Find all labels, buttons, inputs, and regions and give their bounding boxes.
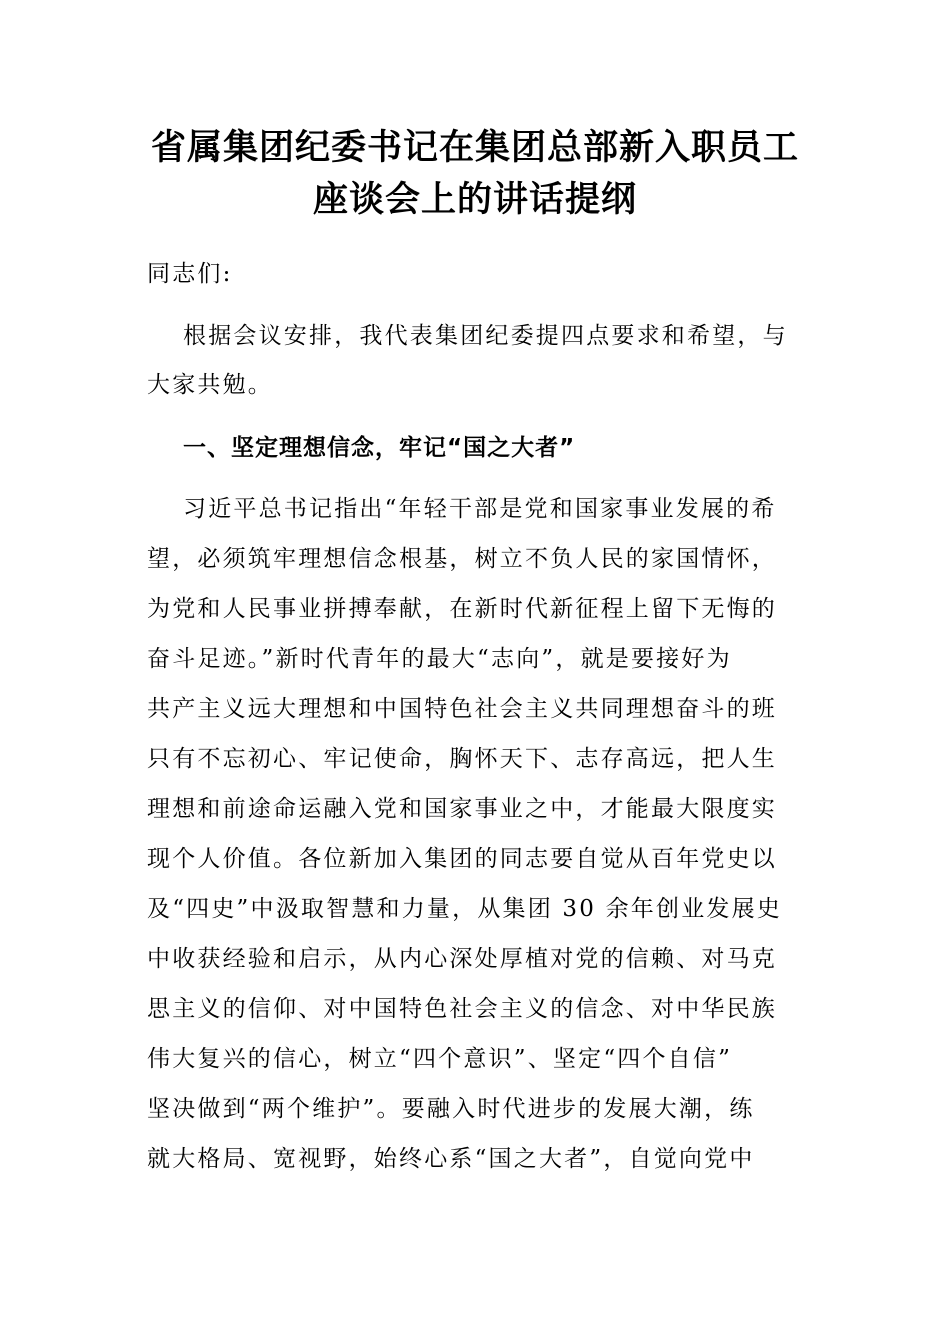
section-heading: 一、坚定理想信念，牢记“国之大者” [183,435,576,461]
intro-line: 根据会议安排，我代表集团纪委提四点要求和希望，与 [183,323,788,349]
body-line: 中收获经验和启示，从内心深处厚植对党的信赖、对马克 [147,946,777,972]
body-line: 及“四史”中汲取智慧和力量，从集团 30 余年创业发展史 [147,896,783,922]
intro-line: 大家共勉。 [147,372,273,398]
document-title-line-1: 省属集团纪委书记在集团总部新入职员工 [150,128,799,168]
body-line: 理想和前途命运融入党和国家事业之中，才能最大限度实 [147,796,777,822]
body-line: 只有不忘初心、牢记使命，胸怀天下、志存高远，把人生 [147,746,777,772]
body-line: 为党和人民事业拼搏奉献，在新时代新征程上留下无悔的 [147,596,777,622]
body-line: 现个人价值。各位新加入集团的同志要自觉从百年党史以 [147,846,777,872]
body-line: 奋斗足迹。”新时代青年的最大“志向”，就是要接好为 [147,646,732,672]
body-line: 习近平总书记指出“年轻干部是党和国家事业发展的希 [183,496,777,522]
body-line: 共产主义远大理想和中国特色社会主义共同理想奋斗的班 [147,696,777,722]
body-line: 伟大复兴的信心，树立“四个意识”、坚定“四个自信” [147,1046,733,1072]
salutation: 同志们: [147,261,233,287]
document-title-line-2: 座谈会上的讲话提纲 [312,180,637,220]
body-line: 思主义的信仰、对中国特色社会主义的信念、对中华民族 [147,996,777,1022]
body-line: 望，必须筑牢理想信念根基，树立不负人民的家国情怀， [147,546,777,572]
body-line: 就大格局、宽视野，始终心系“国之大者”，自觉向党中 [147,1146,755,1172]
body-line: 坚决做到“两个维护”。要融入时代进步的发展大潮，练 [147,1096,755,1122]
